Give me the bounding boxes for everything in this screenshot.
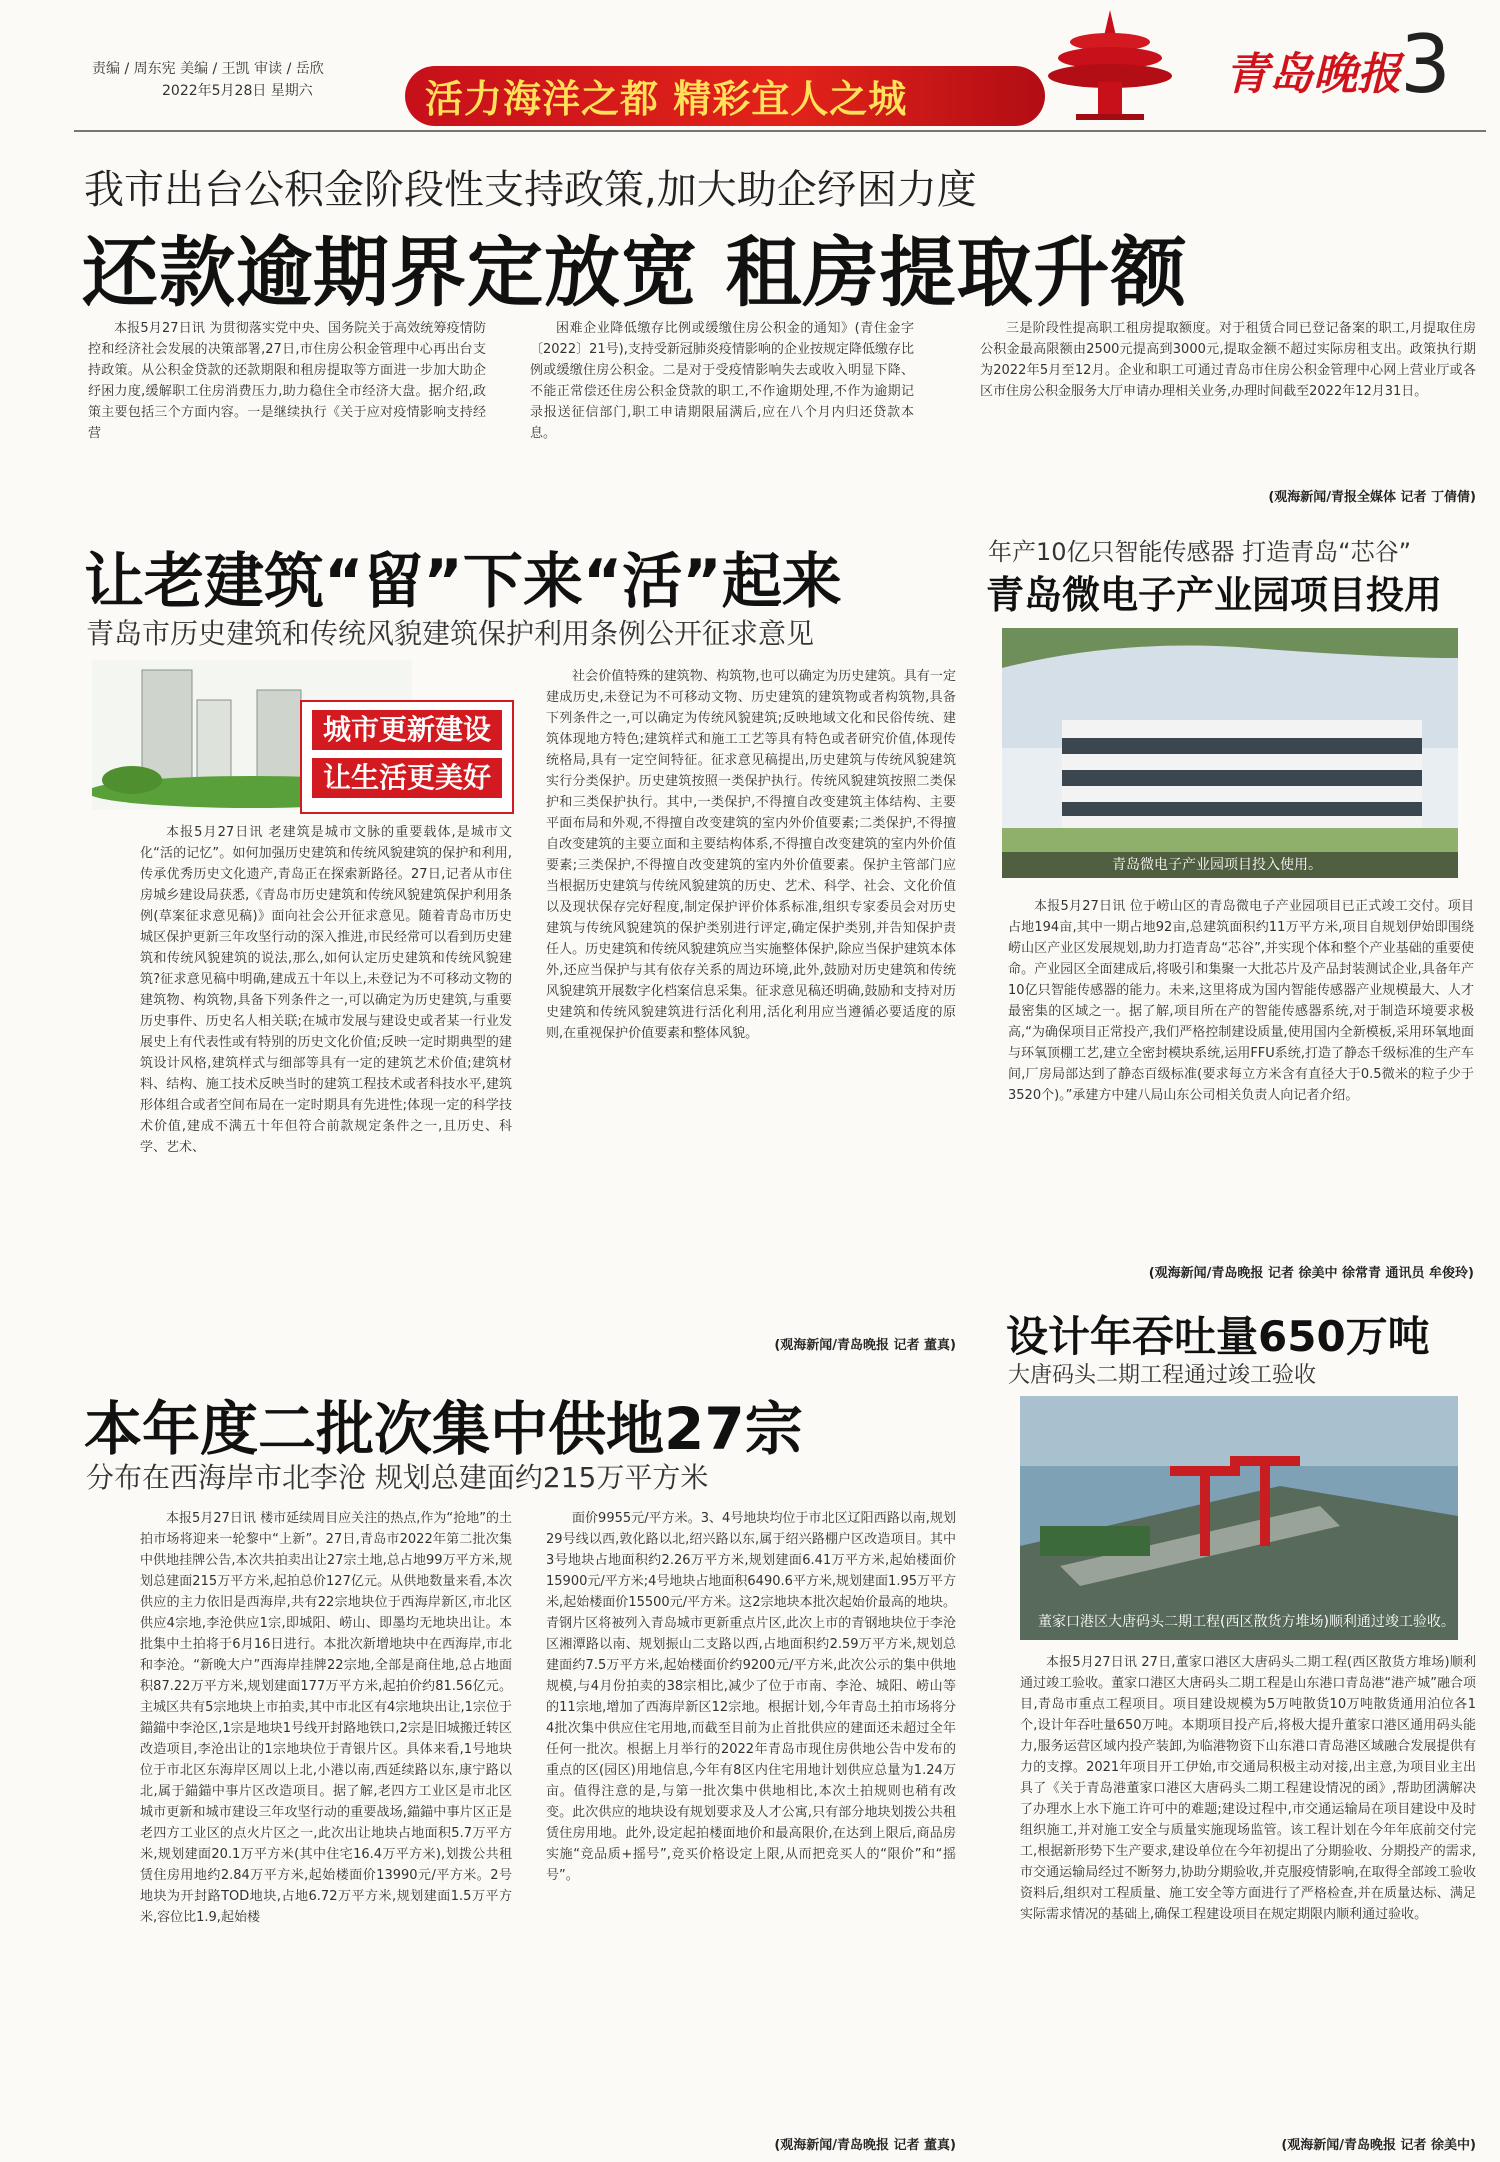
port-terminal-photo — [1020, 1396, 1458, 1640]
story5-subtitle: 大唐码头二期工程通过竣工验收 — [1008, 1363, 1317, 1388]
story3-kicker: 年产10亿只智能传感器 打造青岛“芯谷” — [988, 538, 1412, 566]
page-number: 3 — [1400, 18, 1451, 111]
lead-column-1 — [88, 318, 486, 508]
badge-line-2: 让生活更美好 — [312, 758, 502, 798]
header-divider — [74, 130, 1486, 132]
lead-column-2 — [530, 318, 914, 508]
lead-headline: 还款逾期界定放宽 租房提取升额 — [82, 228, 1188, 317]
lead-byline: (观海新闻/青报全媒体 记者 丁倩倩) — [1268, 490, 1476, 505]
lead-text-2: 困难企业降低缴存比例或缓缴住房公积金的通知》(青住金字〔2022〕21号),支持受新冠肺炎疫情影响的企业按规定降低缴存比例或缓缴住房公积金。二是对于受疫情影响失去或收入明显下降、不能正常偿还住房公积金贷款的职工,不作逾期处理,不作为逾期记录报送征信部门,职工申请期限届满后,应在八个月内归还贷款本息。 — [530, 321, 914, 441]
lead-subtitle: 我市出台公积金阶段性支持政策,加大助企纾困力度 — [84, 167, 977, 213]
story2-byline: (观海新闻/青岛晚报 记者 董真) — [774, 1338, 956, 1353]
industrial-park-photo — [1002, 628, 1458, 878]
story5-text: 本报5月27日讯 27日,董家口港区大唐码头二期工程(西区散货方堆场)顺利通过竣工验收。董家口港区大唐码头二期工程是山东港口青岛港“港产城”融合项目,青岛市重点工程项目。项目建设规模为5万吨散货10万吨散货通用泊位各1个,设计年吞吐量650万吨。本期项目投产后,将极大提升董家口港区通用码头能力,服务运营区域内投产装卸,为临港物资下山东港口青岛港区域融合发展提供有力的支撑。2021年项目开工伊始,市交通局积极主动对接,出主意,为项目业主出具了《关于青岛港董家口港区大唐码头二期工程建设情况的函》,帮助团满解决了办理水上水下施工许可中的难题;建设过程中,市交通运输局在项目建设中及时组织施工,并对施工安全与质量实施现场监管。该工程计划在今年年底前交付完工,根据新形势下生产要求,建设单位在今年初提出了分期验收、分期投产的需求,市交通运输局经过不断努力,协助分期验收,并克服疫情影响,在取得全部竣工验收资料后,组织对工程质量、施工安全等方面进行了严格检查,并在质量达标、满足实际需求情况的基础上,确保工程建设项目在规定期限内顺利通过验收。 — [1020, 1655, 1476, 1922]
newspaper-name: 青岛晚报 — [1225, 49, 1401, 100]
story2-subtitle: 青岛市历史建筑和传统风貌建筑保护利用条例公开征求意见 — [86, 617, 815, 650]
story5-photo-caption: 董家口港区大唐码头二期工程(西区散货方堆场)顺利通过竣工验收。 — [1038, 1614, 1455, 1630]
port-terminal-image — [1020, 1396, 1458, 1640]
lead-column-3 — [980, 318, 1476, 468]
story2-column-2 — [546, 666, 956, 1342]
story2-column-1 — [140, 822, 512, 1370]
story4-subtitle: 分布在西海岸市北李沧 规划总建面约215万平方米 — [86, 1461, 709, 1494]
story3-headline: 青岛微电子产业园项目投用 — [986, 573, 1443, 617]
story5-body — [1020, 1652, 1476, 2128]
lead-text-3: 三是阶段性提高职工租房提取额度。对于租赁合同已登记备案的职工,月提取住房公积金最高限额由2500元提高到3000元,提取金额不超过实际房租支出。政策执行期为2022年5月至12月。企业和职工可通过青岛市住房公积金管理中心网上营业厅或各区市住房公积金服务大厅申请办理相关业务,办理时间截至2022年12月31日。 — [980, 321, 1476, 399]
editor-credits — [92, 58, 392, 102]
date-line: 2022年5月28日 星期六 — [162, 83, 313, 99]
story4-headline: 本年度二批次集中供地27宗 — [84, 1395, 803, 1463]
industrial-park-image — [1002, 628, 1458, 878]
story3-photo-caption: 青岛微电子产业园项目投入使用。 — [1002, 852, 1458, 878]
slogan-text: 活力海洋之都 精彩宜人之城 — [425, 77, 908, 121]
lead-text-1: 本报5月27日讯 为贯彻落实党中央、国务院关于高效统筹疫情防控和经济社会发展的决策部署,27日,市住房公积金管理中心再出台支持政策。从公积金贷款的还款期限和租房提取等方面进一步加大助企纾困力度,缓解职工住房消费压力,助力稳住全市经济大盘。据介绍,政策主要包括三个方面内容。一是继续执行《关于应对疫情影响支持经营 — [88, 321, 486, 441]
story5-headline: 设计年吞吐量650万吨 — [1006, 1312, 1430, 1361]
story4-byline: (观海新闻/青岛晚报 记者 董真) — [774, 2138, 956, 2153]
story4-text-2: 面价9955元/平方米。3、4号地块均位于市北区辽阳西路以南,规划29号线以西,敦化路以北,绍兴路以东,属于绍兴路棚户区改造项目。其中3号地块占地面积约2.26万平方米,规划建面6.41万平方米,起始楼面价15900元/平方米;4号地块占地面积6490.6平方米,规划建面1.95万平方米,起始楼面价15500元/平方米。这2宗地块本批次起始价最高的地块。青钢片区将被列入青岛城市更新重点片区,此次上市的青钢地块位于李沧区湘潭路以南、规划振山二支路以西,占地面积约2.59万平方米,规划总建面约7.5万平方米,起始楼面价约9200元/平方米,此次公示的集中供地规模,与4月份拍卖的38宗相比,减少了位于市南、李沧、城阳、崂山等的11宗地,增加了西海岸新区12宗地。根据计划,今年青岛土拍市场将分4批次集中供应住宅用地,而截至目前为止首批供应的建面还未超过全年任何一批次。根据上月举行的2022年青岛市现住房供地公告中发布的重点的区(园区)用地信息,今年有8区内住宅用地计划供应总量为1.24万亩。值得注意的是,与第一批次集中供地相比,本次土拍规则也稍有改变。此次供应的地块设有规划要求及人才公寓,只有部分地块划拨公共租赁住房用地。此外,设定起拍楼面地价和最高限价,在达到上限后,商品房实施“竞品质+摇号”,竞买价格设定上限,从而把竞买人的“限价”和“摇号”。 — [546, 1511, 956, 1883]
story3-text: 本报5月27日讯 位于崂山区的青岛微电子产业园项目已正式竣工交付。项目占地194亩,其中一期占地92亩,总建筑面积约11万平方米,项目自规划伊始即围绕崂山区产业区发展规划,助力打造青岛“芯谷”,并实现个体和整个产业基础的重要使命。产业园区全面建成后,将吸引和集聚一大批芯片及产品封装测试企业,具备年产10亿只智能传感器的能力。未来,这里将成为国内智能传感器产业规模最大、人才最密集的区域之一。据了解,项目所在产的智能传感器系统,对于制造环境要求极高,“为确保项目正常投产,我们严格控制建设质量,使用国内全新模板,采用环氧地面与环氧顶棚工艺,建立全密封模块系统,运用FFU系统,打造了静态千级标准的生产车间,厂房局部达到了静态百级标准(要求每立方米含有直径大于0.5微米的粒子少于3520个)。”承建方中建八局山东公司相关负责人向记者介绍。 — [1008, 899, 1474, 1103]
landmark-tower-icon — [1040, 6, 1180, 122]
editor-line: 责编 / 周东宪 美编 / 王凯 审读 / 岳欣 — [92, 61, 324, 77]
story5-byline: (观海新闻/青岛晚报 记者 徐美中) — [1281, 2138, 1476, 2153]
story3-body — [1008, 896, 1474, 1258]
badge-line-1: 城市更新建设 — [312, 710, 502, 750]
story2-text-1: 本报5月27日讯 老建筑是城市文脉的重要载体,是城市文化“活的记忆”。如何加强历史建筑和传统风貌建筑的保护和利用,传承优秀历史文化遗产,青岛正在探索新路径。27日,记者从市住房城乡建设局获悉,《青岛市历史建筑和传统风貌建筑保护利用条例(草案征求意见稿)》面向社会公开征求意见。随着青岛市历史城区保护更新三年攻坚行动的深入推进,市民经常可以看到历史建筑和传统风貌建筑的说法,那么,如何认定历史建筑和传统风貌建筑?征求意见稿中明确,建成五十年以上,未登记为不可移动文物的建筑物、构筑物,具备下列条件之一,可以确定为历史建筑,与重要历史事件、历史名人相关联;在城市发展与建设史或者某一行业发展史上有代表性或有特别的历史文化价值;反映一定时期典型的建筑设计风格,建筑样式与细部等具有一定的建筑艺术价值;建筑材料、结构、施工技术反映当时的建筑工程技术或者科技水平,建筑形体组合或者空间布局在一定时期具有先进性;体现一定的科学技术价值,建成不满五十年但符合前款规定条件之一,且历史、科学、艺术、 — [140, 825, 512, 1155]
story4-column-2 — [546, 1508, 956, 2128]
story2-text-2: 社会价值特殊的建筑物、构筑物,也可以确定为历史建筑。具有一定建成历史,未登记为不可移动文物、历史建筑的建筑物或者构筑物,具备下列条件之一,可以确定为传统风貌建筑;反映地域文化和民俗传统、建筑体现地方特色;建筑样式和施工工艺等具有特色或者研究价值,体现传统格局,具有一定空间特征。征求意见稿提出,历史建筑与传统风貌建筑实行分类保护。历史建筑按照一类保护执行。传统风貌建筑按照二类保护和三类保护执行。其中,一类保护,不得擅自改变建筑主体结构、主要平面布局和外观,不得擅自改变建筑的室内外价值要素;二类保护,不得擅自改变建筑的主要立面和主要结构体系,不得擅自改变建筑的室内外价值要素;三类保护,不得擅自改变建筑的室内外价值要素。保护主管部门应当根据历史建筑与传统风貌建筑的历史、艺术、科学、社会、文化价值以及现状保存完好程度,制定保护评价体系标准,组织专家委员会对历史建筑与传统风貌建筑的保护类别进行评定,确定保护类别,并告知保护责任人。历史建筑和传统风貌建筑应当实施整体保护,除应当保护建筑本体外,还应当保护与其有依存关系的周边环境,此外,鼓励对历史建筑和传统风貌建筑开展数字化档案信息采集。征求意见稿还明确,鼓励和支持对历史建筑和传统风貌建筑进行活化利用,活化利用应当遵循必要适度的原则,在重视保护价值要素和整体风貌。 — [546, 669, 956, 1041]
theme-badge — [300, 700, 514, 814]
story4-text-1: 本报5月27日讯 楼市延续周目应关注的热点,作为“抢地”的土拍市场将迎来一轮黎中“上新”。27日,青岛市2022年第二批次集中供地挂牌公告,本次共拍卖出让27宗土地,总占地99万平方米,规划总建面215万平方米,起拍总价127亿元。从供地数量来看,本次供应的主力依旧是西海岸,共有22宗地块位于西海岸新区,市北区供应4宗地,李沧供应1宗,即城阳、崂山、即墨均无地块出让。本批集中土拍将于6月16日进行。本批次新增地块中在西海岸,市北和李沧。“新晚大户”西海岸挂牌22宗地,全部是商住地,总占地面积87.22万平方米,规划建面177万平方米,起拍价约81.56亿元。主城区共有5宗地块上市拍卖,其中市北区有4宗地块出让,1宗位于錨錨中李沧区,1宗是地块1号线开封路地铁口,2宗是旧城搬迁转区改造项目,李沧出让的1宗地块位于青银片区。具体来看,1号地块位于市北区东海岸区周以上北,小港以南,西延续路以东,康宁路以北,属于錨錨中事片区改造项目。据了解,老四方工业区是市北区城市更新和城市建设三年攻坚行动的重要战场,錨錨中事片区正是老四方工业区的点火片区之一,此次出让地块占地面积5.7万平方米,规划建面20.1万平方米(其中住宅16.4万平方米),划拨公共租赁住房用地约2.84万平方米,起始楼面价13990元/平方米。2号地块为开封路TOD地块,占地6.72万平方米,规划建面1.5万平方米,容位比1.9,起始楼 — [140, 1511, 512, 1925]
story2-headline: 让老建筑“留”下来“活”起来 — [84, 547, 842, 617]
story3-byline: (观海新闻/青岛晚报 记者 徐美中 徐常青 通讯员 牟俊玲) — [1148, 1266, 1474, 1281]
story4-column-1 — [140, 1508, 512, 2154]
